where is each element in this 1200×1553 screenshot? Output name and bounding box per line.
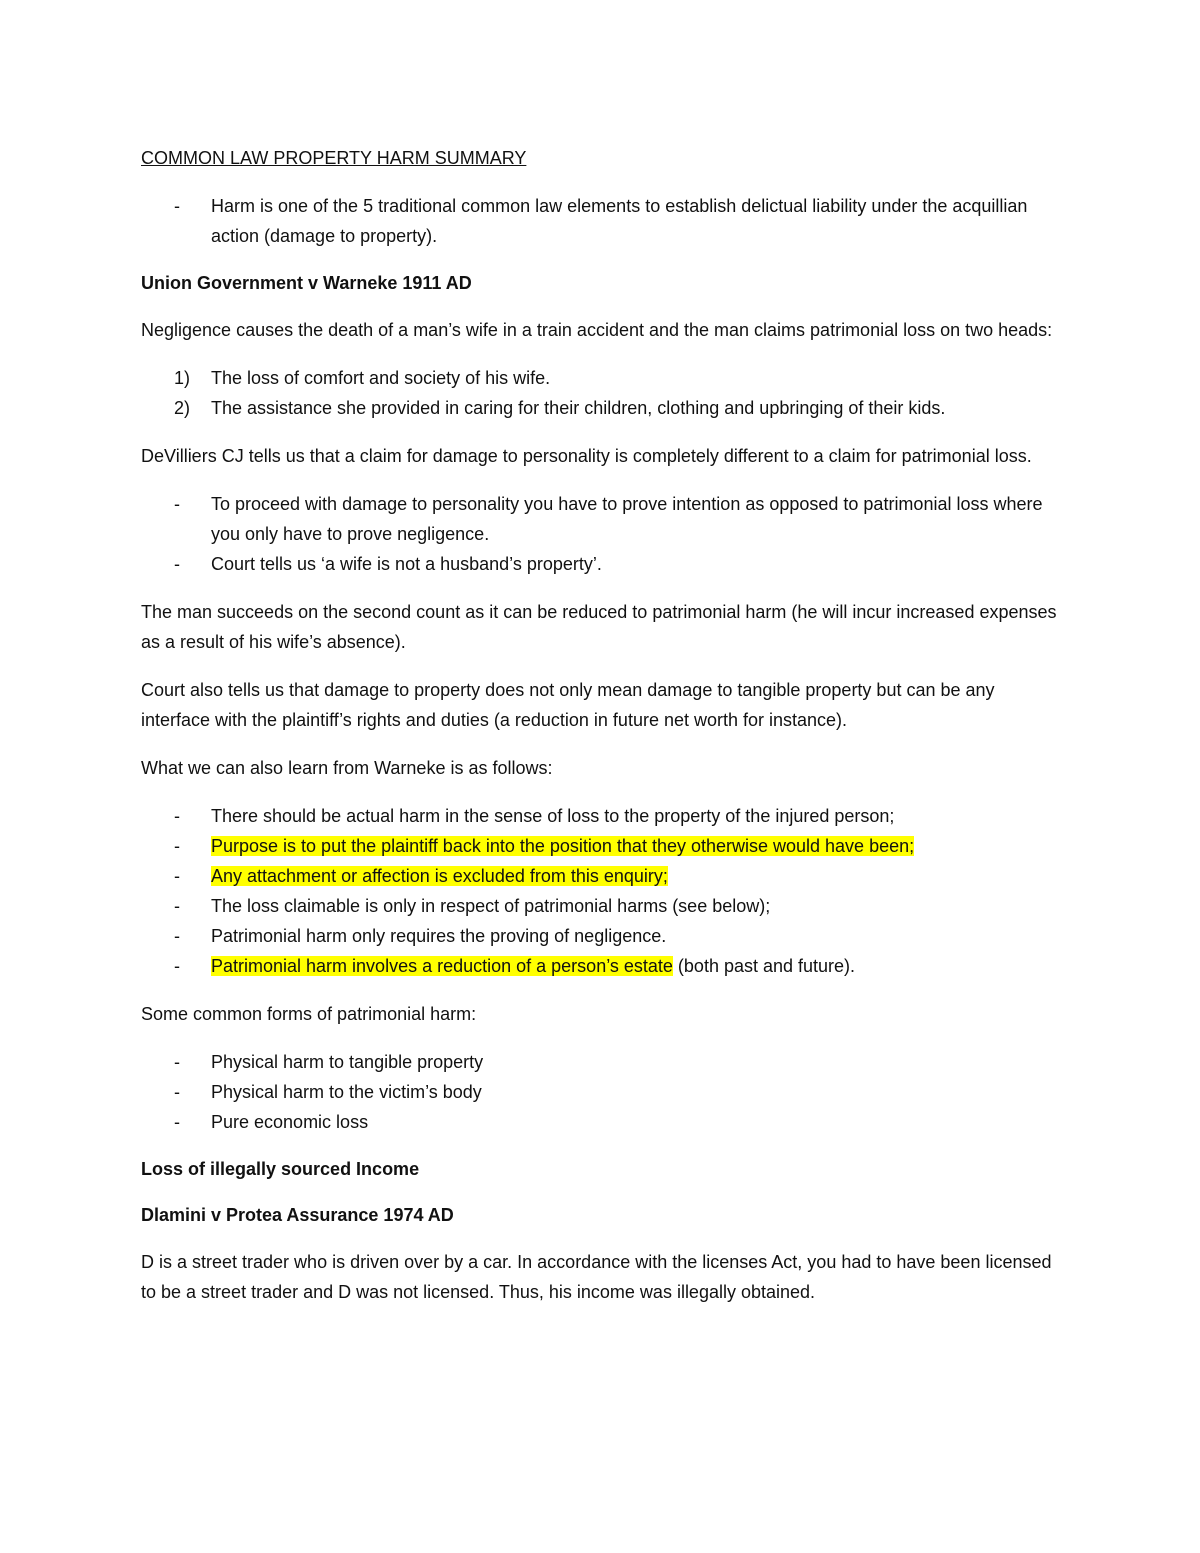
lessons-list [141,801,1061,981]
dash-bullet: - [174,494,180,514]
list-item [141,861,1061,891]
list-item: 2) The assistance she provided in caring for their children, clothing and upbringing of their kids. [141,393,1061,423]
paragraph: Some common forms of patrimonial harm: [141,1004,477,1024]
dash-bullet: - [174,836,180,856]
case-heading-dlamini: Dlamini v Protea Assurance 1974 AD [141,1205,454,1225]
list-item: - Patrimonial harm only requires the proving of negligence. [141,921,1061,951]
list-number: 1) [174,368,191,388]
dash-bullet: - [174,554,180,574]
list-item: - Court tells us ‘a wife is not a husband’s property’. [141,549,1061,579]
paragraph: Negligence causes the death of a man’s wife in a train accident and the man claims patrimonial loss on two heads: [141,320,1053,340]
list-item: 1) The loss of comfort and society of his wife. [141,363,1061,393]
paragraph: D is a street trader who is driven over by a car. In accordance with the licenses Act, you had to have been licensed to be a street trader and D was not licensed. Thus, his income was illegally obtained. [141,1252,1052,1302]
paragraph: What we can also learn from Warneke is as follows: [141,758,553,778]
case-heading-warneke: Union Government v Warneke 1911 AD [141,273,472,293]
list-item: - Patrimonial harm involves a reduction of a person’s estate (both past and future). [141,951,1061,981]
personality-list [141,489,1061,579]
dash-bullet: - [174,196,180,216]
list-item: - The loss claimable is only in respect of patrimonial harms (see below); [141,891,1061,921]
dash-bullet: - [174,866,180,886]
paragraph: DeVilliers CJ tells us that a claim for damage to personality is completely different to a claim for patrimonial loss. [141,446,1032,466]
paragraph: Court also tells us that damage to property does not only mean damage to tangible property but can be any interface with the plaintiff’s rights and duties (a reduction in future net worth for instance). [141,680,995,730]
dash-bullet: - [174,806,180,826]
highlighted-text: Patrimonial harm involves a reduction of a person’s estate [211,956,673,976]
intro-list [141,191,1061,251]
forms-list [141,1047,1061,1137]
section-heading: Loss of illegally sourced Income [141,1159,420,1179]
document-title: COMMON LAW PROPERTY HARM SUMMARY [141,148,527,168]
dash-bullet: - [174,1052,180,1072]
dash-bullet: - [174,926,180,946]
highlighted-text: Purpose is to put the plaintiff back into the position that they otherwise would have been; [211,836,915,856]
list-item: - Physical harm to tangible property [141,1047,1061,1077]
list-item [141,831,1061,861]
dash-bullet: - [174,896,180,916]
heads-list [141,363,1061,423]
dash-bullet: - [174,956,180,976]
document-body [141,144,1061,1325]
list-item: - There should be actual harm in the sense of loss to the property of the injured person; [141,801,1061,831]
list-item: - Harm is one of the 5 traditional common law elements to establish delictual liability under the acquillian action (damage to property). [141,191,1061,251]
highlighted-text: Any attachment or affection is excluded from this enquiry; [211,866,668,886]
list-item: - Pure economic loss [141,1107,1061,1137]
dash-bullet: - [174,1112,180,1132]
paragraph: The man succeeds on the second count as it can be reduced to patrimonial harm (he will incur increased expenses as a result of his wife’s absence). [141,602,1057,652]
list-item: - To proceed with damage to personality you have to prove intention as opposed to patrimonial loss where you only have to prove negligence. [141,489,1061,549]
list-number: 2) [174,398,191,418]
list-item: - Physical harm to the victim’s body [141,1077,1061,1107]
dash-bullet: - [174,1082,180,1102]
